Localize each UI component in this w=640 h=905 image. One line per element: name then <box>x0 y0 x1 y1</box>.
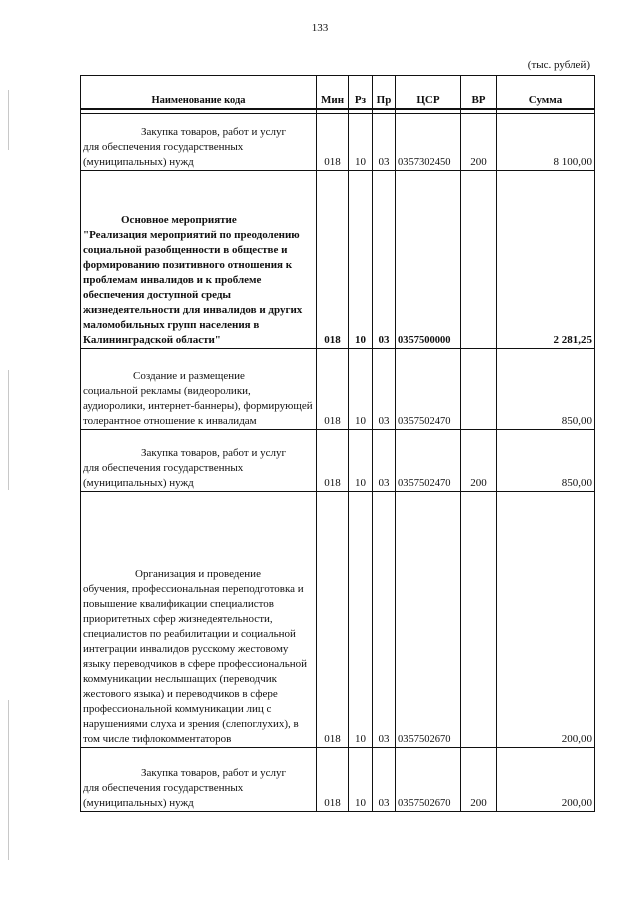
row-pr: 03 <box>373 349 396 430</box>
header-vr: ВР <box>461 76 497 110</box>
row-min: 018 <box>317 492 349 748</box>
row-min: 018 <box>317 349 349 430</box>
row-sum: 200,00 <box>497 492 595 748</box>
header-rz: Рз <box>349 76 373 110</box>
row-rz: 10 <box>349 171 373 349</box>
row-min: 018 <box>317 171 349 349</box>
row-csr: 0357502470 <box>396 430 461 492</box>
page-number: 133 <box>311 22 329 34</box>
row-rz: 10 <box>349 430 373 492</box>
row-name: Создание и размещение социальной рекламы (видеоролики, аудиоролики, интернет-баннеры), формирующей толерантное отношение к инвалидам <box>81 349 317 430</box>
row-vr: 200 <box>461 114 497 171</box>
row-name: Закупка товаров, работ и услуг для обеспечения государственных (муниципальных) нужд <box>81 748 317 812</box>
row-sum: 2 281,25 <box>497 171 595 349</box>
scan-edge-mark <box>8 700 9 860</box>
row-pr: 03 <box>373 114 396 171</box>
row-vr: 200 <box>461 748 497 812</box>
table-row <box>81 430 595 492</box>
header-name: Наименование кода <box>81 76 317 110</box>
header-pr: Пр <box>373 76 396 110</box>
row-pr: 03 <box>373 430 396 492</box>
row-sum: 8 100,00 <box>497 114 595 171</box>
row-vr <box>461 349 497 430</box>
row-csr: 0357502670 <box>396 492 461 748</box>
row-pr: 03 <box>373 492 396 748</box>
table-row <box>81 114 595 171</box>
table-header-row <box>81 76 595 110</box>
row-name: Организация и проведение обучения, профессиональная переподготовка и повышение квалификации специалистов приоритетных сфер жизнедеятельности, специалистов по реабилитации и социальной интеграции инвалидов русскому жестовому языку переводчиков в сфере профессиональной коммуникации неслышащих (переводчик жестового языка) и переводчиков в сфере профессиональной коммуникации лиц с нарушениями слуха и зрения (слепоглухих), в том числе тифлокомментаторов <box>81 492 317 748</box>
row-vr: 200 <box>461 430 497 492</box>
scan-edge-mark <box>8 370 9 490</box>
row-name: Основное мероприятие "Реализация мероприятий по преодолению социальной разобщенности в обществе и формированию позитивного отношения к проблемам инвалидов и к проблеме обеспечения доступной среды жизнедеятельности для инвалидов и других маломобильных групп населения в Калининградской области" <box>81 171 317 349</box>
budget-table <box>80 75 595 812</box>
row-csr: 0357500000 <box>396 171 461 349</box>
row-min: 018 <box>317 430 349 492</box>
units-label: (тыс. рублей) <box>527 59 590 71</box>
row-rz: 10 <box>349 748 373 812</box>
table-row <box>81 349 595 430</box>
row-sum: 850,00 <box>497 349 595 430</box>
row-name: Закупка товаров, работ и услуг для обеспечения государственных (муниципальных) нужд <box>81 430 317 492</box>
row-sum: 850,00 <box>497 430 595 492</box>
row-csr: 0357302450 <box>396 114 461 171</box>
row-min: 018 <box>317 114 349 171</box>
row-csr: 0357502670 <box>396 748 461 812</box>
row-name: Закупка товаров, работ и услуг для обеспечения государственных (муниципальных) нужд <box>81 114 317 171</box>
row-sum: 200,00 <box>497 748 595 812</box>
row-min: 018 <box>317 748 349 812</box>
row-rz: 10 <box>349 349 373 430</box>
header-min: Мин <box>317 76 349 110</box>
table-row <box>81 492 595 748</box>
row-vr <box>461 492 497 748</box>
row-pr: 03 <box>373 748 396 812</box>
row-pr: 03 <box>373 171 396 349</box>
row-rz: 10 <box>349 114 373 171</box>
table-row <box>81 171 595 349</box>
header-sum: Сумма <box>497 76 595 110</box>
row-vr <box>461 171 497 349</box>
row-csr: 0357502470 <box>396 349 461 430</box>
header-csr: ЦСР <box>396 76 461 110</box>
table-row <box>81 748 595 812</box>
row-rz: 10 <box>349 492 373 748</box>
scan-edge-mark <box>8 90 9 150</box>
